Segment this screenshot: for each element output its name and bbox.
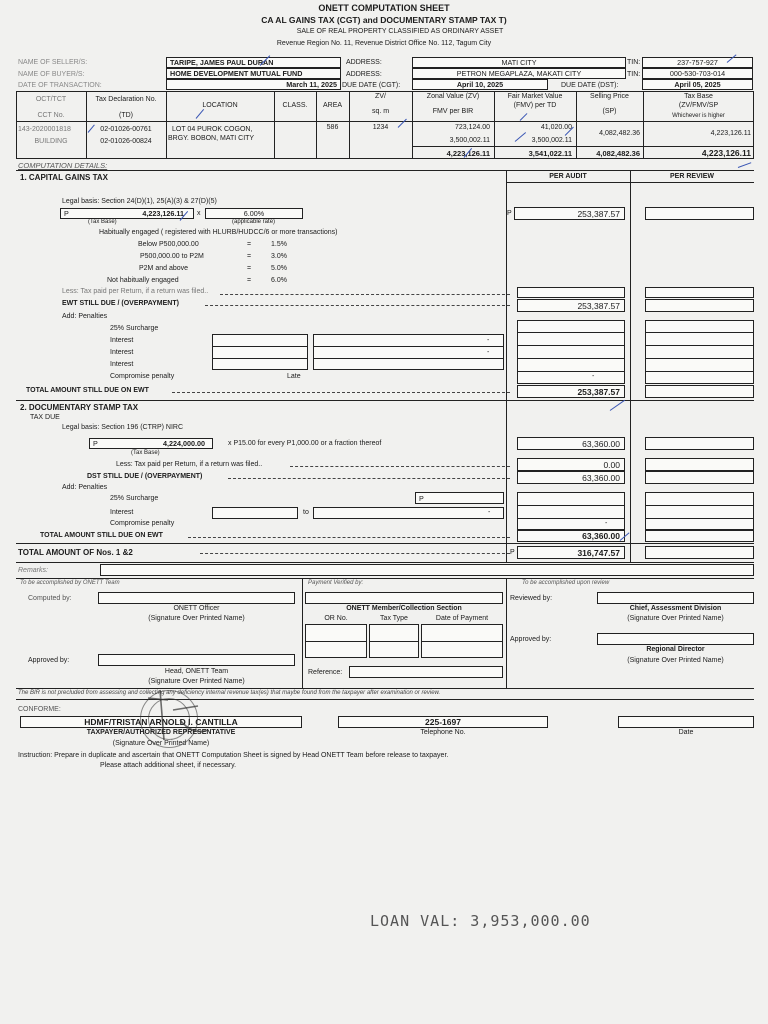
- grand-total-review-field[interactable]: [645, 546, 754, 559]
- th-class: CLASS.: [282, 102, 308, 109]
- seller-field[interactable]: TARIPE, JAMES PAUL DURAN: [166, 57, 341, 68]
- th-td: (TD): [119, 112, 133, 119]
- date-payment-label: Date of Payment: [435, 615, 489, 622]
- due-dst-field[interactable]: April 05, 2025: [642, 79, 753, 90]
- dst-interest: Interest: [110, 509, 134, 516]
- cgt-audit-field[interactable]: 253,387.57: [514, 207, 625, 220]
- reference-label: Reference:: [308, 669, 343, 676]
- head-team-sig: (Signature Over Printed Name): [148, 678, 245, 685]
- td-lot: 02-01026-00761: [100, 126, 152, 133]
- instruction: Instruction: Prepare in duplicate and ascertain that ONETT Computation Sheet is signed by Head ONETT Team before release to taxpayer.: [18, 752, 449, 759]
- or-no-label: OR No.: [324, 615, 348, 622]
- rate-row-2-label: P500,000.00 to P2M: [140, 253, 204, 260]
- area-value: 586: [326, 124, 339, 131]
- td-building: 02-01026-00824: [100, 138, 152, 145]
- onett-team-note: To be accomplished by ONETT Team: [20, 580, 120, 586]
- sheet-classification: SALE OF REAL PROPERTY CLASSIFIED AS ORDINARY ASSET: [296, 28, 504, 35]
- cgt-less-audit-field[interactable]: [517, 287, 625, 298]
- th-oct: OCT/TCT: [35, 96, 67, 103]
- cgt-interest-2: Interest: [110, 349, 134, 356]
- buyer-tin-field[interactable]: 000-530-703-014: [642, 68, 753, 79]
- th-area: AREA: [322, 102, 343, 109]
- handwritten-loan-value: LOAN VAL: 3,953,000.00: [370, 912, 591, 930]
- dst-legal-basis: Legal basis: Section 196 (CTRP) NIRC: [62, 424, 183, 431]
- th-location: LOCATION: [202, 102, 238, 109]
- grand-total-p: P: [510, 549, 515, 556]
- chief-label: Chief, Assessment Division: [629, 605, 722, 612]
- zv-value: 1234: [372, 124, 389, 131]
- transaction-date-field[interactable]: March 11, 2025: [166, 79, 341, 90]
- reviewed-by-label: Reviewed by:: [510, 595, 553, 602]
- per-review-header: PER REVIEW: [670, 173, 714, 180]
- fmv-lot: 41,020.00: [540, 124, 572, 131]
- cgt-interest-dash: -: [487, 337, 490, 344]
- rate-row-1-eq: =: [247, 241, 252, 248]
- remarks-label: Remarks:: [18, 567, 48, 574]
- tct-number: 143-2020001818: [18, 126, 71, 133]
- cgt-tax-base-field[interactable]: P 4,223,126.11: [60, 208, 194, 219]
- regional-approval-field[interactable]: [597, 633, 754, 645]
- cgt-total-audit-field[interactable]: 253,387.57: [517, 385, 625, 398]
- dst-audit-field[interactable]: 63,360.00: [517, 437, 625, 450]
- per-audit-header: PER AUDIT: [549, 173, 587, 180]
- rate-row-2-value: 3.0%: [271, 253, 287, 260]
- conforme-date-field[interactable]: [618, 716, 754, 728]
- grand-total-audit-field[interactable]: 316,747.57: [517, 546, 625, 559]
- rate-row-3-eq: =: [247, 265, 252, 272]
- cgt-interest-from-field[interactable]: [212, 334, 308, 370]
- th-fmv-td: (FMV) per TD: [513, 102, 557, 109]
- location-line2: BRGY. BOBON, MATI CITY: [168, 135, 255, 142]
- rate-row-3-value: 5.0%: [271, 265, 287, 272]
- cgt-interest-1: Interest: [110, 337, 134, 344]
- dst-review-field[interactable]: [645, 437, 754, 450]
- cgt-habitually: Habitually engaged ( registered with HLURB/HUDCC/6 or more transactions): [99, 229, 338, 236]
- seller-address-label: ADDRESS:: [346, 59, 382, 66]
- cgt-surcharge: 25% Surcharge: [110, 325, 159, 332]
- member-section-field[interactable]: [305, 592, 503, 604]
- telephone-label: Telephone No.: [420, 729, 466, 736]
- th-zv: ZV/: [375, 93, 386, 100]
- total-zonal: 4,223,126.11: [446, 149, 490, 158]
- due-cgt-field[interactable]: April 10, 2025: [412, 79, 548, 90]
- remarks-field[interactable]: [100, 564, 754, 576]
- payment-verified-label: Payment Verified by:: [308, 580, 364, 586]
- disclaimer: The BIR is not precluded from assessing and collecting any deficiency internal revenue tax(es) that maybe found from the taxpayer after examination or review.: [18, 690, 441, 696]
- computation-title: COMPUTATION DETAILS:: [18, 161, 108, 170]
- approved-by-label: Approved by:: [28, 657, 70, 664]
- buyer-label: NAME OF BUYER/S:: [18, 71, 85, 78]
- dst-due-label: DST STILL DUE / (OVERPAYMENT): [87, 473, 203, 480]
- tax-type-label: Tax Type: [380, 615, 408, 622]
- regional-director-label: Regional Director: [646, 646, 705, 653]
- zonal-lot: 723,124.00: [454, 124, 490, 131]
- cgt-penalty-review-field[interactable]: [645, 320, 754, 384]
- seller-address-field[interactable]: MATI CITY: [412, 57, 626, 68]
- due-cgt-label: DUE DATE (CGT):: [342, 82, 401, 89]
- sheet-title: ONETT COMPUTATION SHEET: [318, 3, 450, 13]
- total-tax-base: 4,223,126.11: [701, 148, 751, 158]
- rate-row-2-eq: =: [247, 253, 252, 260]
- dst-formula: x P15.00 for every P1,000.00 or a fraction thereof: [228, 440, 382, 447]
- cgt-interest-3: Interest: [110, 361, 134, 368]
- instruction-2: Please attach additional sheet, if necessary.: [100, 762, 237, 769]
- dst-due-review-field[interactable]: [645, 471, 754, 484]
- seller-tin-label: TIN:: [627, 59, 641, 66]
- dst-surcharge: 25% Surcharge: [110, 495, 159, 502]
- building-label: BUILDING: [34, 138, 68, 145]
- total-fmv: 3,541,022.11: [528, 149, 572, 158]
- rate-row-1-value: 1.5%: [271, 241, 287, 248]
- taxpayer-sig: (Signature Over Printed Name): [112, 740, 210, 747]
- cgt-audit-p: P: [507, 210, 512, 217]
- buyer-field[interactable]: HOME DEVELOPMENT MUTUAL FUND: [166, 68, 341, 79]
- zonal-building: 3,500,002.11: [449, 137, 490, 144]
- dst-total-review-field[interactable]: [645, 530, 754, 542]
- dst-less-audit-field[interactable]: 0.00: [517, 458, 625, 471]
- onett-officer-sig: (Signature Over Printed Name): [148, 615, 245, 622]
- dst-title: 2. DOCUMENTARY STAMP TAX: [20, 403, 139, 412]
- ewt-due-audit-field[interactable]: 253,387.57: [517, 299, 625, 312]
- dst-penalty-audit-field[interactable]: [517, 492, 625, 530]
- dst-tax-base-caption: (Tax Base): [131, 450, 160, 456]
- cgt-compromise-dash: -: [592, 373, 595, 380]
- regional-sig: (Signature Over Printed Name): [627, 657, 724, 664]
- computed-by-label: Computed by:: [28, 595, 72, 602]
- tax-base-value: 4,223,126.11: [710, 130, 751, 137]
- due-dst-label: DUE DATE (DST):: [561, 82, 619, 89]
- sp-value: 4,082,482.36: [599, 130, 640, 137]
- cgt-title: 1. CAPITAL GAINS TAX: [20, 173, 109, 182]
- total-sp: 4,082,482.36: [596, 149, 640, 158]
- conforme-name-field[interactable]: HDMF/TRISTAN ARNOLD I. CANTILLA: [20, 716, 302, 728]
- dst-penalty-review-field[interactable]: [645, 492, 754, 530]
- th-fmv-bir: FMV per BIR: [432, 108, 474, 115]
- reviewed-by-field[interactable]: [597, 592, 754, 604]
- cgt-total-review-field[interactable]: [645, 385, 754, 398]
- computed-by-field[interactable]: [98, 592, 295, 604]
- rate-row-4-eq: =: [247, 277, 252, 284]
- th-sqm: sq. m: [371, 108, 390, 115]
- transaction-date-label: DATE OF TRANSACTION:: [18, 82, 102, 89]
- cgt-penalty-audit-field[interactable]: [517, 320, 625, 384]
- rate-row-1-label: Below P500,000.00: [138, 241, 199, 248]
- buyer-address-label: ADDRESS:: [346, 71, 382, 78]
- grand-total-label: TOTAL AMOUNT OF Nos. 1 &2: [18, 548, 133, 557]
- cgt-rate-field[interactable]: 6.00%: [205, 208, 303, 219]
- cgt-late-label: Late: [287, 373, 301, 380]
- seller-tin-field[interactable]: 237-757-927: [642, 57, 753, 68]
- buyer-tin-label: TIN:: [627, 71, 641, 78]
- cgt-add-penalties: Add: Penalties: [62, 313, 108, 320]
- onett-officer-label: ONETT Officer: [173, 605, 220, 612]
- revenue-region: Revenue Region No. 11, Revenue District Office No. 112, Tagum City: [276, 40, 492, 47]
- th-tax-base: Tax Base: [684, 93, 713, 100]
- dst-total-audit-field[interactable]: 63,360.00: [517, 530, 625, 542]
- cgt-total-label: TOTAL AMOUNT STILL DUE ON EWT: [26, 387, 149, 394]
- cgt-interest-dash-2: -: [487, 349, 490, 356]
- dst-less-review-field[interactable]: [645, 458, 754, 471]
- member-section-label: ONETT Member/Collection Section: [346, 605, 462, 612]
- cgt-rate-caption: (applicable rate): [232, 219, 276, 225]
- dst-compromise-dash: -: [605, 520, 608, 527]
- cgt-interest-to-field[interactable]: [313, 334, 504, 370]
- fmv-building: 3,500,002.11: [531, 137, 572, 144]
- th-sp: Selling Price: [590, 93, 629, 100]
- dst-tax-due: TAX DUE: [30, 414, 60, 421]
- cgt-tax-base-caption: (Tax Base): [88, 219, 117, 225]
- rate-row-4-value: 6.0%: [271, 277, 287, 284]
- seller-label: NAME OF SELLER/S:: [18, 59, 88, 66]
- th-tax-base-formula: (ZV/FMV/SP: [678, 102, 719, 109]
- th-fmv: Fair Market Value: [507, 93, 563, 100]
- cgt-compromise: Compromise penalty: [110, 373, 175, 380]
- dst-interest-to: to: [303, 509, 309, 516]
- conforme-date-label: Date: [678, 729, 694, 736]
- sheet-subtitle: CA AL GAINS TAX (CGT) and DOCUMENTARY STAMP TAX T): [261, 15, 507, 25]
- buyer-address-field[interactable]: PETRON MEGAPLAZA, MAKATI CITY: [412, 68, 626, 79]
- th-whichever: Whichever is higher: [672, 113, 725, 119]
- cgt-review-field[interactable]: [645, 207, 754, 220]
- th-sp-abbr: (SP): [602, 108, 617, 115]
- location-line1: LOT 04 PUROK COGON,: [172, 126, 253, 133]
- th-zonal: Zonal Value (ZV): [426, 93, 480, 100]
- taxpayer-role: TAXPAYER/AUTHORIZED REPRESENTATIVE: [86, 729, 236, 736]
- ewt-due-review-field[interactable]: [645, 299, 754, 312]
- dst-compromise: Compromise penalty: [110, 520, 175, 527]
- cgt-legal-basis: Legal basis: Section 24(D)(1), 25(A)(3) & 27(D)(5): [62, 198, 217, 205]
- dst-surcharge-field[interactable]: P: [415, 492, 504, 504]
- chief-sig: (Signature Over Printed Name): [627, 615, 724, 622]
- conforme-label: CONFORME:: [18, 706, 61, 713]
- dst-tax-base-field[interactable]: P 4,224,000.00: [89, 438, 213, 449]
- th-cct: CCT No.: [37, 112, 65, 119]
- approved-by-regional-label: Approved by:: [510, 636, 552, 643]
- upon-review-note: To be accomplished upon review: [522, 580, 610, 586]
- dst-due-audit-field[interactable]: 63,360.00: [517, 471, 625, 484]
- dst-total-label: TOTAL AMOUNT STILL DUE ON EWT: [40, 532, 163, 539]
- dst-interest-to-field[interactable]: -: [313, 507, 504, 519]
- reference-field[interactable]: [349, 666, 503, 678]
- rate-row-3-label: P2M and above: [139, 265, 189, 272]
- approved-by-field[interactable]: [98, 654, 295, 666]
- cgt-less-review-field[interactable]: [645, 287, 754, 298]
- telephone-field[interactable]: 225-1697: [338, 716, 548, 728]
- ewt-due-label: EWT STILL DUE / (OVERPAYMENT): [62, 300, 179, 307]
- dst-interest-from-field[interactable]: [212, 507, 298, 519]
- dst-add-penalties: Add: Penalties: [62, 484, 108, 491]
- head-team-label: Head, ONETT Team: [164, 668, 229, 675]
- th-taxdec: Tax Declaration No.: [95, 96, 157, 103]
- cgt-times: x: [197, 210, 201, 217]
- cgt-less-tax: Less: Tax paid per Return, if a return was filed..: [62, 288, 209, 295]
- dst-less-tax: Less: Tax paid per Return, if a return was filed..: [116, 461, 263, 468]
- rate-row-4-label: Not habitually engaged: [107, 277, 179, 284]
